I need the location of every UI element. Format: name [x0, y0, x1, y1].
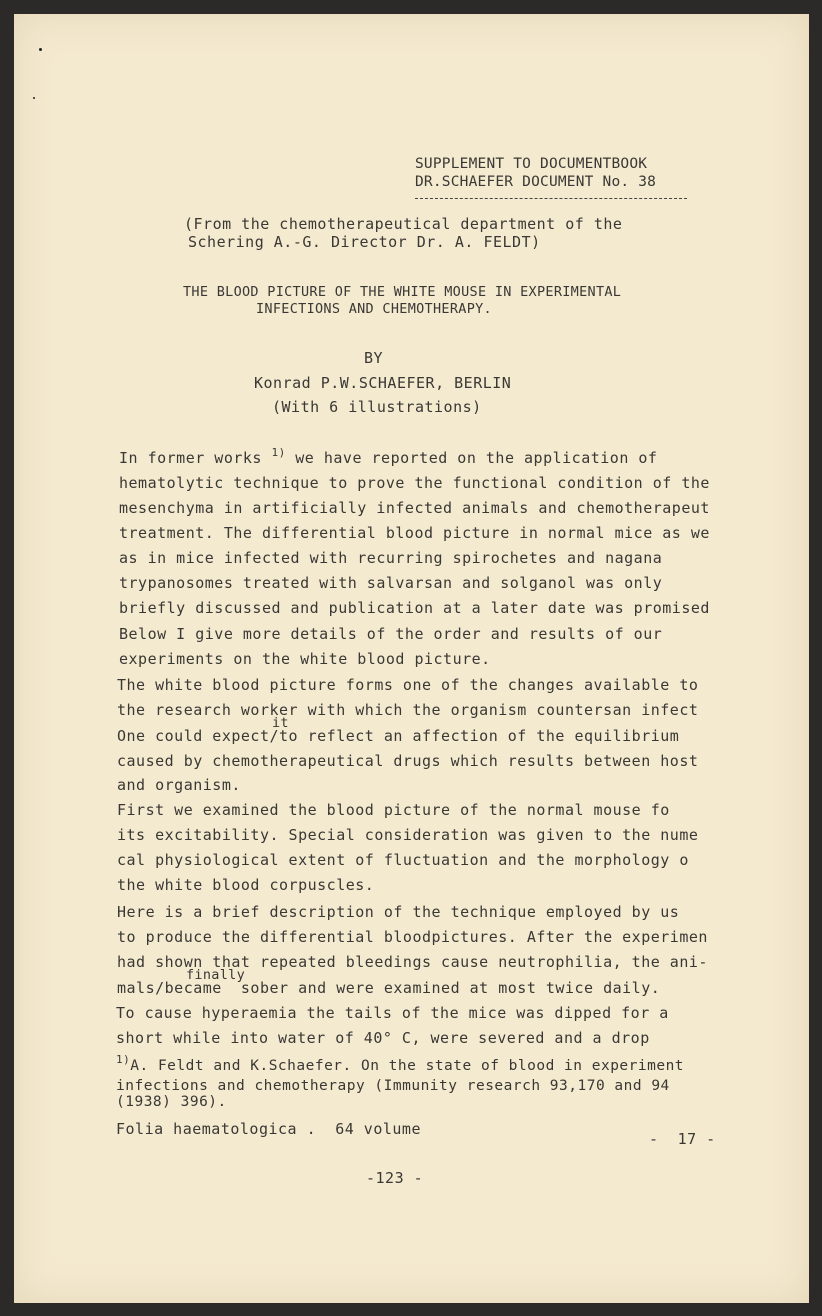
footnote-ref: 1)	[271, 446, 286, 459]
body-line: had shown that repeated bleedings cause neutrophilia, the ani-	[117, 953, 708, 971]
body-line: and organism.	[117, 776, 241, 794]
body-line: First we examined the blood picture of the normal mouse fo	[117, 801, 670, 819]
footnote-line-3: (1938) 396).	[116, 1094, 227, 1110]
body-line: as in mice infected with recurring spirochetes and nagana	[119, 549, 663, 567]
body-line: Below I give more details of the order and results of our	[119, 625, 663, 643]
header-line-1: SUPPLEMENT TO DOCUMENTBOOK	[415, 156, 648, 172]
body-line: One could expect/to reflect an affection of the equilibrium	[117, 727, 680, 745]
header-underline	[415, 198, 687, 199]
ink-speck	[39, 48, 42, 51]
body-line: caused by chemotherapeutical drugs which results between host	[117, 752, 699, 770]
interlinear-insert: it	[272, 715, 289, 731]
body-line: briefly discussed and publication at a later date was promised	[119, 599, 710, 617]
document-header	[415, 155, 656, 191]
header-line-2: DR.SCHAEFER DOCUMENT No. 38	[415, 174, 657, 190]
journal-reference: Folia haematologica . 64 volume	[116, 1120, 421, 1138]
body-line	[119, 446, 658, 467]
body-line: mals/became sober and were examined at most twice daily.	[117, 979, 661, 997]
body-line: Here is a brief description of the technique employed by us	[117, 903, 680, 921]
body-line: The white blood picture forms one of the changes available to	[117, 676, 699, 694]
body-line: the research worker with which the organism countersan infect	[117, 701, 699, 719]
body-line: cal physiological extent of fluctuation and the morphology o	[117, 851, 689, 869]
title-line-2: INFECTIONS AND CHEMOTHERAPY.	[256, 301, 492, 317]
dept-line-2: Schering A.-G. Director Dr. A. FELDT)	[188, 233, 541, 251]
footnote-line-2: infections and chemotherapy (Immunity research 93,170 and 94	[116, 1078, 670, 1094]
body-text: In former works	[119, 449, 262, 467]
body-line: hematolytic technique to prove the functional condition of the	[119, 474, 710, 492]
inner-page-number: - 17 -	[649, 1130, 716, 1148]
interlinear-insert: finally	[186, 967, 245, 983]
footnote-marker: 1)	[116, 1053, 131, 1066]
body-line: trypanosomes treated with salvarsan and solganol was only	[119, 574, 663, 592]
dept-line-1: (From the chemotherapeutical department of the	[184, 215, 623, 233]
body-line: treatment. The differential blood picture in normal mice as we	[119, 524, 710, 542]
body-text: we have reported on the application of	[285, 449, 658, 467]
byline-by: BY	[364, 349, 384, 367]
footnote-line-1: $^{1)}$A. Feldt and K.Schaefer. On the state of blood in experiment	[116, 1053, 685, 1074]
body-line: to produce the differential bloodpictures. After the experimen	[117, 928, 708, 946]
body-line: mesenchyma in artificially infected animals and chemotherapeut	[119, 499, 710, 517]
body-line: its excitability. Special consideration was given to the nume	[117, 826, 699, 844]
byline-author: Konrad P.W.SCHAEFER, BERLIN	[254, 374, 512, 392]
body-line: the white blood corpuscles.	[117, 876, 375, 894]
page-number: -123 -	[366, 1169, 424, 1187]
body-line: To cause hyperaemia the tails of the mice was dipped for a	[116, 1004, 669, 1022]
body-line: short while into water of 40° C, were severed and a drop	[116, 1029, 650, 1047]
body-line: experiments on the white blood picture.	[119, 650, 491, 668]
title-line-1: THE BLOOD PICTURE OF THE WHITE MOUSE IN EXPERIMENTAL	[183, 284, 622, 300]
byline-illustrations: (With 6 illustrations)	[272, 398, 482, 416]
ink-speck	[33, 97, 35, 99]
